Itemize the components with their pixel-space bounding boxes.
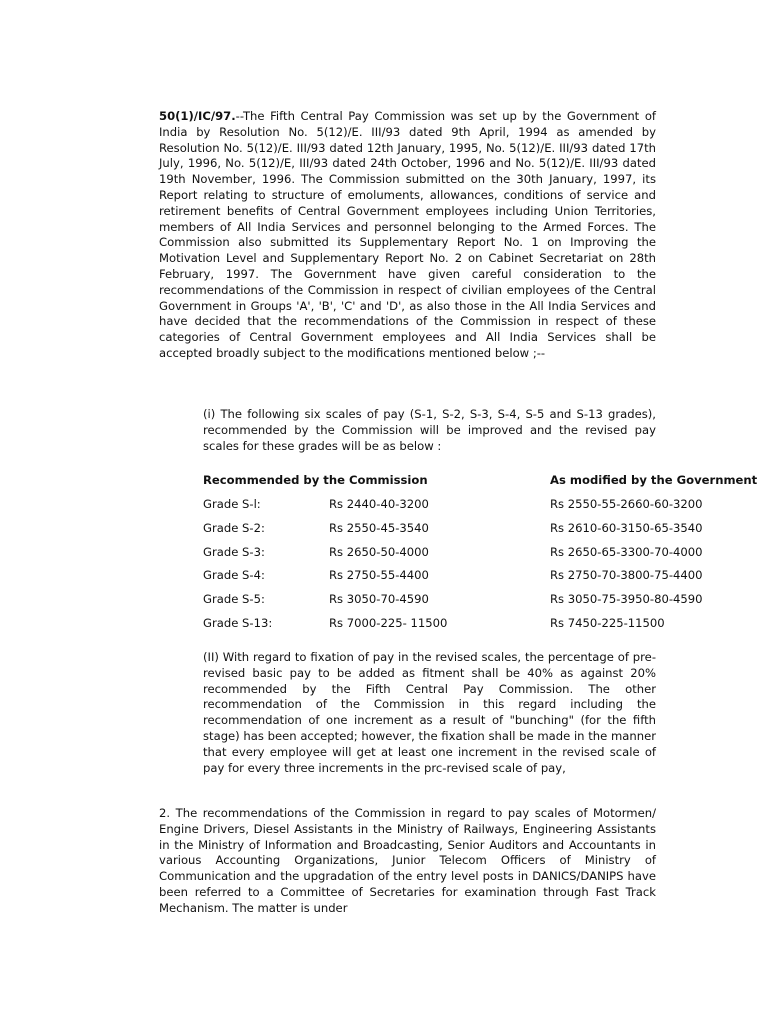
- grade-label: Grade S-5:: [203, 592, 265, 606]
- paragraph-2: 2. The recommendations of the Commission in regard to pay scales of Motormen/ Engine Drivers, Diesel Assistants in the Ministry of Railways, Engineering Assistants in the Ministry of Information and Broadcasting, Senior Auditors and Accountants in various Accounting Organizations, Junior Telecom Officers of Ministry of Communication and the upgradation of the entry level posts in DANICS/DANIPS have been referred to a Committee of Secretaries for examination through Fast Track Mechanism. The matter is under: [159, 806, 656, 915]
- table-row: [0, 497, 768, 515]
- grade-label: Grade S-4:: [203, 568, 265, 582]
- table-row: [0, 568, 768, 586]
- grade-label: Grade S-3:: [203, 545, 265, 559]
- intro-text: --The Fifth Central Pay Commission was set up by the Government of India by Resolution No. 5(12)/E. III/93 dated 9th April, 1994 as amended by Resolution No. 5(12)/E. III/93 dated 12th January, 1995, No. 5(12)/E. III/93 dated 17th July, 1996, No. 5(12)/E, III/93 dated 24th October, 1996 and No. 5(12)/E. III/93 dated 19th November, 1996. The Commission submitted on the 30th January, 1997, its Report relating to structure of emoluments, allowances, conditions of service and retirement benefits of Central Government employees including Union Territories, members of All India Services and personnel belonging to the Armed Forces. The Commission also submitted its Supplementary Report No. 1 on Improving the Motivation Level and Supplementary Report No. 2 on Cabinet Secretariat on 28th February, 1997. The Government have given careful consideration to the recommendations of the Commission in respect of civilian employees of the Central Government in Groups 'A', 'B', 'C' and 'D', as also those in the All India Services and have decided that the recommendations of the Commission in respect of these categories of Central Government employees and All India Services shall be accepted broadly subject to the modifications mentioned below ;--: [159, 109, 656, 360]
- modified-scale: Rs 7450-225-11500: [550, 616, 665, 630]
- grade-label: Grade S-13:: [203, 616, 273, 630]
- recommended-scale: Rs 3050-70-4590: [329, 592, 429, 606]
- modified-scale: Rs 2550-55-2660-60-3200: [550, 497, 703, 511]
- modified-scale: Rs 2750-70-3800-75-4400: [550, 568, 703, 582]
- sub-paragraph-i: (i) The following six scales of pay (S-1, S-2, S-3, S-4, S-5 and S-13 grades), recommended by the Commission will be improved and the revised pay scales for these grades will be as below :: [203, 407, 656, 453]
- recommended-scale: Rs 2550-45-3540: [329, 521, 429, 535]
- recommended-scale: Rs 2750-55-4400: [329, 568, 429, 582]
- modified-scale: Rs 2650-65-3300-70-4000: [550, 545, 703, 559]
- header-modified: As modified by the Government: [550, 473, 758, 487]
- sub-paragraph-ii: (II) With regard to fixation of pay in the revised scales, the percentage of pre-revised basic pay to be added as fitment shall be 40% as against 20% recommended by the Fifth Central Pay Commission. The other recommendation of the Commission in this regard including the recommendation of one increment as a result of "bunching" (for the fifth stage) has been accepted; however, the fixation shall be made in the manner that every employee will get at least one increment in the revised scale of pay for every three increments in the prc-revised scale of pay,: [203, 650, 656, 775]
- grade-label: Grade S-l:: [203, 497, 261, 511]
- table-row: [0, 521, 768, 539]
- header-recommended: Recommended by the Commission: [203, 473, 428, 487]
- table-row: [0, 545, 768, 563]
- recommended-scale: Rs 2440-40-3200: [329, 497, 429, 511]
- recommended-scale: Rs 2650-50-4000: [329, 545, 429, 559]
- resolution-number: 50(1)/IC/97.: [159, 109, 236, 123]
- modified-scale: Rs 3050-75-3950-80-4590: [550, 592, 703, 606]
- intro-paragraph: [159, 109, 656, 362]
- recommended-scale: Rs 7000-225- 11500: [329, 616, 448, 630]
- table-row: [0, 592, 768, 610]
- grade-label: Grade S-2:: [203, 521, 265, 535]
- modified-scale: Rs 2610-60-3150-65-3540: [550, 521, 703, 535]
- table-row: [0, 616, 768, 634]
